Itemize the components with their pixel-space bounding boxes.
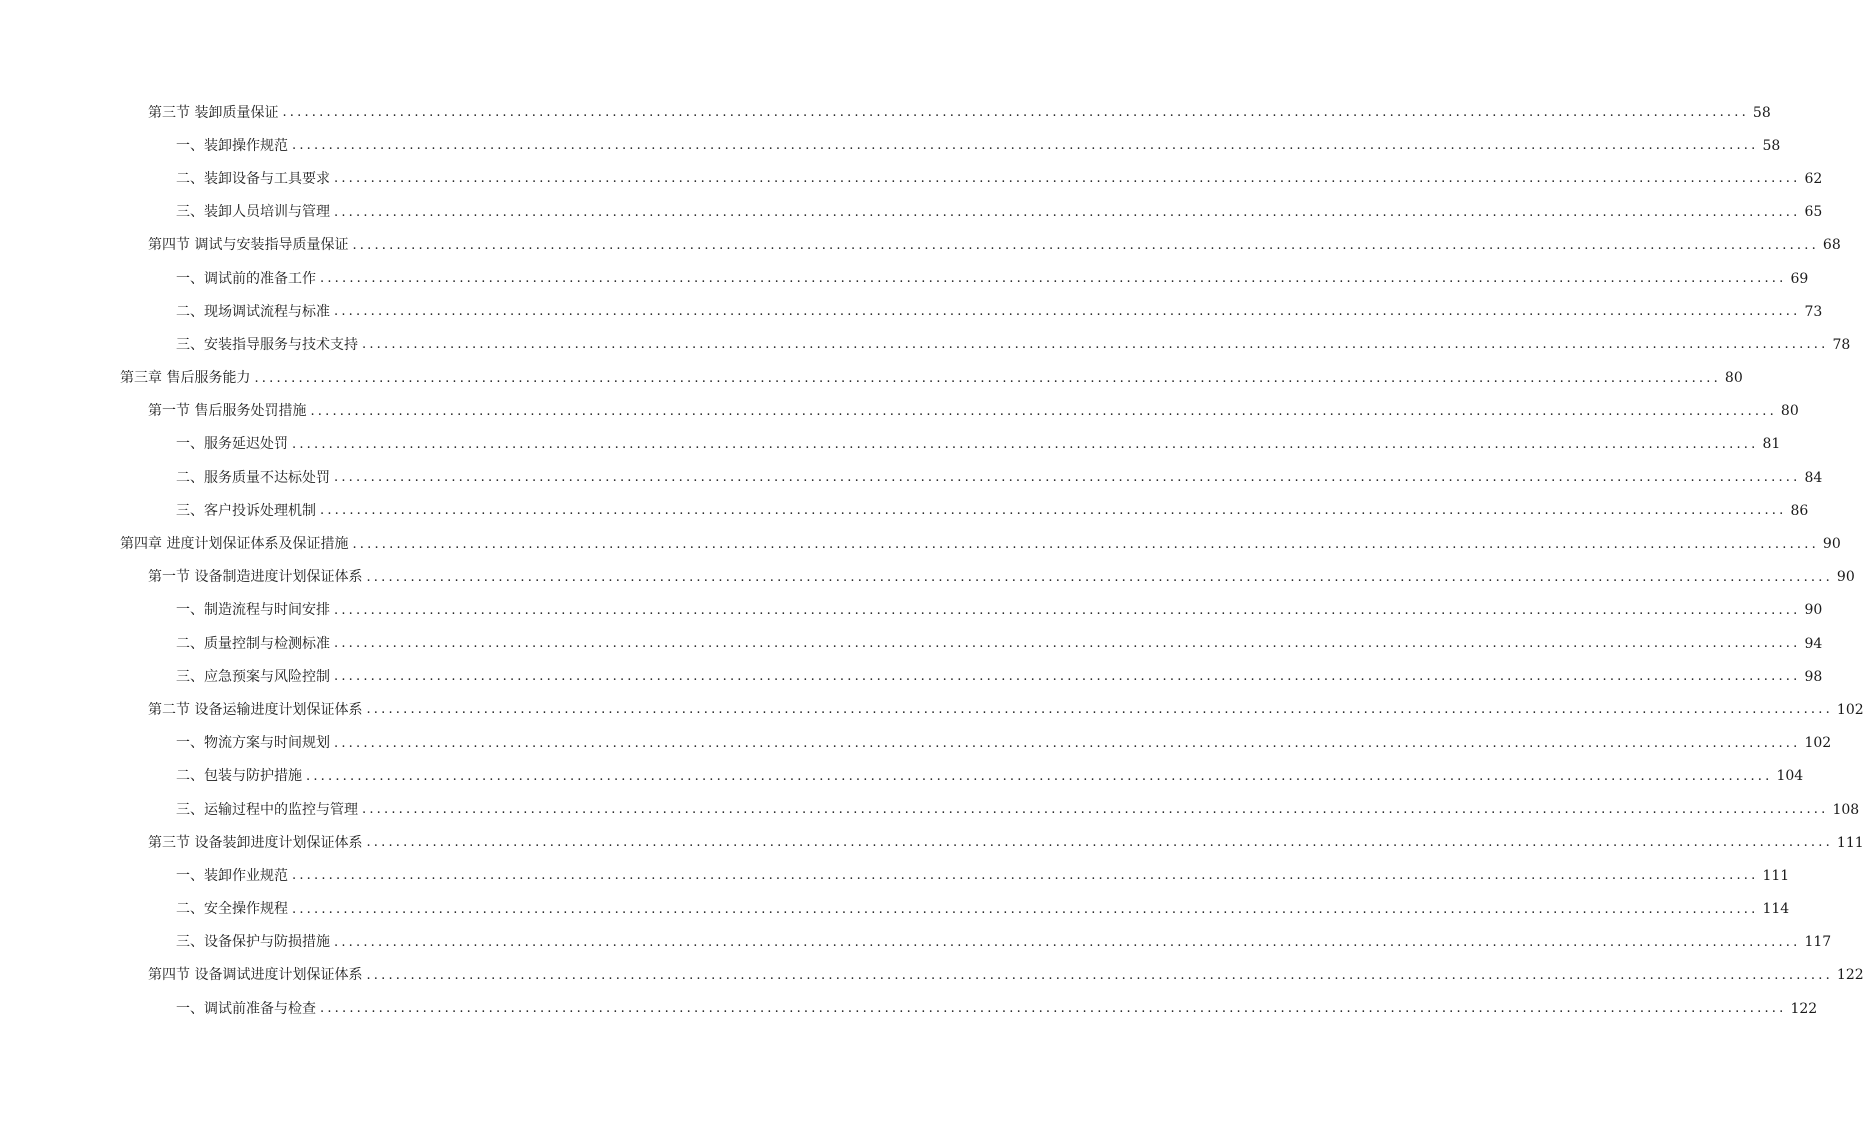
toc-leader-dots: ........................................................................................................................................................................................................: [334, 204, 1801, 220]
table-of-contents: [0, 96, 1864, 1025]
toc-entry-title: 二、现场调试流程与标准: [176, 303, 330, 320]
toc-entry-page-number: 122: [1836, 967, 1864, 984]
toc-entry-title: 三、应急预案与风险控制: [176, 668, 330, 685]
toc-entry[interactable]: [0, 992, 1818, 1025]
toc-entry[interactable]: [0, 826, 1864, 859]
toc-entry[interactable]: [0, 395, 1799, 428]
toc-entry[interactable]: [0, 229, 1841, 262]
toc-entry-title: 三、装卸人员培训与管理: [176, 204, 330, 221]
toc-entry[interactable]: [0, 527, 1841, 560]
toc-entry-title: 第二节 设备运输进度计划保证体系: [148, 701, 363, 718]
toc-entry-title: 二、服务质量不达标处罚: [176, 469, 330, 486]
toc-entry-page-number: 81: [1762, 436, 1781, 453]
toc-entry[interactable]: [0, 262, 1809, 295]
toc-leader-dots: ........................................................................................................................................................................................................: [334, 735, 1801, 751]
toc-leader-dots: ........................................................................................................................................................................................................: [254, 370, 1721, 386]
toc-entry-page-number: 80: [1780, 403, 1799, 420]
toc-entry-page-number: 78: [1832, 336, 1851, 353]
toc-entry-page-number: 62: [1804, 170, 1823, 187]
toc-leader-dots: ........................................................................................................................................................................................................: [334, 934, 1801, 950]
toc-leader-dots: ........................................................................................................................................................................................................: [306, 768, 1773, 784]
toc-entry[interactable]: [0, 196, 1823, 229]
toc-leader-dots: ........................................................................................................................................................................................................: [292, 436, 1759, 452]
toc-entry-page-number: 122: [1790, 1000, 1818, 1017]
toc-entry-title: 三、设备保护与防损措施: [176, 934, 330, 951]
toc-entry-page-number: 58: [1762, 137, 1781, 154]
toc-entry[interactable]: [0, 926, 1832, 959]
toc-entry[interactable]: [0, 428, 1781, 461]
toc-leader-dots: ........................................................................................................................................................................................................: [334, 636, 1801, 652]
toc-entry-page-number: 84: [1804, 469, 1823, 486]
toc-entry-title: 第三节 设备装卸进度计划保证体系: [148, 834, 363, 851]
toc-entry[interactable]: [0, 594, 1823, 627]
toc-entry-title: 第一节 设备制造进度计划保证体系: [148, 569, 363, 586]
toc-entry-page-number: 73: [1804, 303, 1823, 320]
toc-entry-page-number: 108: [1832, 801, 1860, 818]
toc-entry-title: 三、客户投诉处理机制: [176, 502, 316, 519]
toc-entry[interactable]: [0, 859, 1790, 892]
toc-leader-dots: ........................................................................................................................................................................................................: [334, 304, 1801, 320]
toc-entry[interactable]: [0, 693, 1864, 726]
toc-leader-dots: ........................................................................................................................................................................................................: [320, 271, 1787, 287]
toc-leader-dots: ........................................................................................................................................................................................................: [292, 138, 1759, 154]
toc-entry-title: 二、安全操作规程: [176, 901, 288, 918]
toc-entry-page-number: 102: [1804, 735, 1832, 752]
toc-entry[interactable]: [0, 561, 1855, 594]
toc-entry-title: 第四节 设备调试进度计划保证体系: [148, 967, 363, 984]
toc-leader-dots: ........................................................................................................................................................................................................: [352, 536, 1819, 552]
toc-entry-page-number: 117: [1804, 934, 1832, 951]
toc-leader-dots: ........................................................................................................................................................................................................: [362, 802, 1829, 818]
toc-entry[interactable]: [0, 461, 1823, 494]
toc-leader-dots: ........................................................................................................................................................................................................: [292, 868, 1759, 884]
toc-entry-title: 第三章 售后服务能力: [120, 370, 251, 387]
toc-leader-dots: ........................................................................................................................................................................................................: [366, 569, 1833, 585]
toc-entry-page-number: 94: [1804, 635, 1823, 652]
toc-entry-page-number: 65: [1804, 204, 1823, 221]
toc-entry-page-number: 68: [1822, 237, 1841, 254]
toc-entry-title: 三、安装指导服务与技术支持: [176, 336, 358, 353]
toc-entry[interactable]: [0, 362, 1743, 395]
toc-entry-title: 二、包装与防护措施: [176, 768, 302, 785]
toc-leader-dots: ........................................................................................................................................................................................................: [366, 967, 1833, 983]
toc-entry-title: 第四章 进度计划保证体系及保证措施: [120, 536, 349, 553]
toc-entry[interactable]: [0, 295, 1823, 328]
toc-entry-title: 一、装卸操作规范: [176, 137, 288, 154]
toc-leader-dots: ........................................................................................................................................................................................................: [334, 470, 1801, 486]
toc-entry-page-number: 114: [1762, 901, 1790, 918]
toc-entry-title: 一、制造流程与时间安排: [176, 602, 330, 619]
toc-entry[interactable]: [0, 760, 1804, 793]
toc-entry-page-number: 80: [1724, 370, 1743, 387]
toc-leader-dots: ........................................................................................................................................................................................................: [366, 835, 1833, 851]
toc-entry[interactable]: [0, 727, 1832, 760]
toc-entry-title: 第一节 售后服务处罚措施: [148, 403, 307, 420]
toc-entry-title: 二、装卸设备与工具要求: [176, 170, 330, 187]
toc-entry[interactable]: [0, 793, 1860, 826]
toc-entry-title: 第三节 装卸质量保证: [148, 104, 279, 121]
toc-leader-dots: ........................................................................................................................................................................................................: [282, 105, 1749, 121]
toc-entry-page-number: 86: [1790, 502, 1809, 519]
toc-entry-title: 一、服务延迟处罚: [176, 436, 288, 453]
toc-leader-dots: ........................................................................................................................................................................................................: [292, 901, 1759, 917]
toc-entry-title: 一、物流方案与时间规划: [176, 735, 330, 752]
toc-entry[interactable]: [0, 627, 1823, 660]
toc-entry-page-number: 98: [1804, 668, 1823, 685]
toc-entry-title: 一、装卸作业规范: [176, 867, 288, 884]
toc-leader-dots: ........................................................................................................................................................................................................: [334, 171, 1801, 187]
toc-entry-title: 一、调试前的准备工作: [176, 270, 316, 287]
toc-entry-page-number: 69: [1790, 270, 1809, 287]
toc-entry[interactable]: [0, 893, 1790, 926]
toc-entry-title: 第四节 调试与安装指导质量保证: [148, 237, 349, 254]
toc-entry[interactable]: [0, 328, 1851, 361]
toc-entry-page-number: 111: [1762, 867, 1790, 884]
toc-leader-dots: ........................................................................................................................................................................................................: [334, 602, 1801, 618]
toc-leader-dots: ........................................................................................................................................................................................................: [320, 503, 1787, 519]
toc-leader-dots: ........................................................................................................................................................................................................: [362, 337, 1829, 353]
toc-leader-dots: ........................................................................................................................................................................................................: [366, 702, 1833, 718]
toc-entry[interactable]: [0, 959, 1864, 992]
toc-leader-dots: ........................................................................................................................................................................................................: [320, 1001, 1787, 1017]
toc-entry-title: 二、质量控制与检测标准: [176, 635, 330, 652]
toc-entry-title: 一、调试前准备与检查: [176, 1000, 316, 1017]
toc-entry[interactable]: [0, 494, 1809, 527]
toc-entry-title: 三、运输过程中的监控与管理: [176, 801, 358, 818]
toc-entry-page-number: 90: [1822, 536, 1841, 553]
toc-entry-page-number: 102: [1836, 701, 1864, 718]
toc-leader-dots: ........................................................................................................................................................................................................: [310, 403, 1777, 419]
toc-entry[interactable]: [0, 129, 1781, 162]
toc-entry[interactable]: [0, 162, 1823, 195]
toc-leader-dots: ........................................................................................................................................................................................................: [334, 669, 1801, 685]
toc-entry-page-number: 104: [1776, 768, 1804, 785]
toc-entry-page-number: 111: [1836, 834, 1864, 851]
toc-entry[interactable]: [0, 96, 1771, 129]
toc-entry-page-number: 90: [1836, 569, 1855, 586]
toc-entry[interactable]: [0, 660, 1823, 693]
toc-entry-page-number: 58: [1752, 104, 1771, 121]
toc-leader-dots: ........................................................................................................................................................................................................: [352, 237, 1819, 253]
toc-entry-page-number: 90: [1804, 602, 1823, 619]
